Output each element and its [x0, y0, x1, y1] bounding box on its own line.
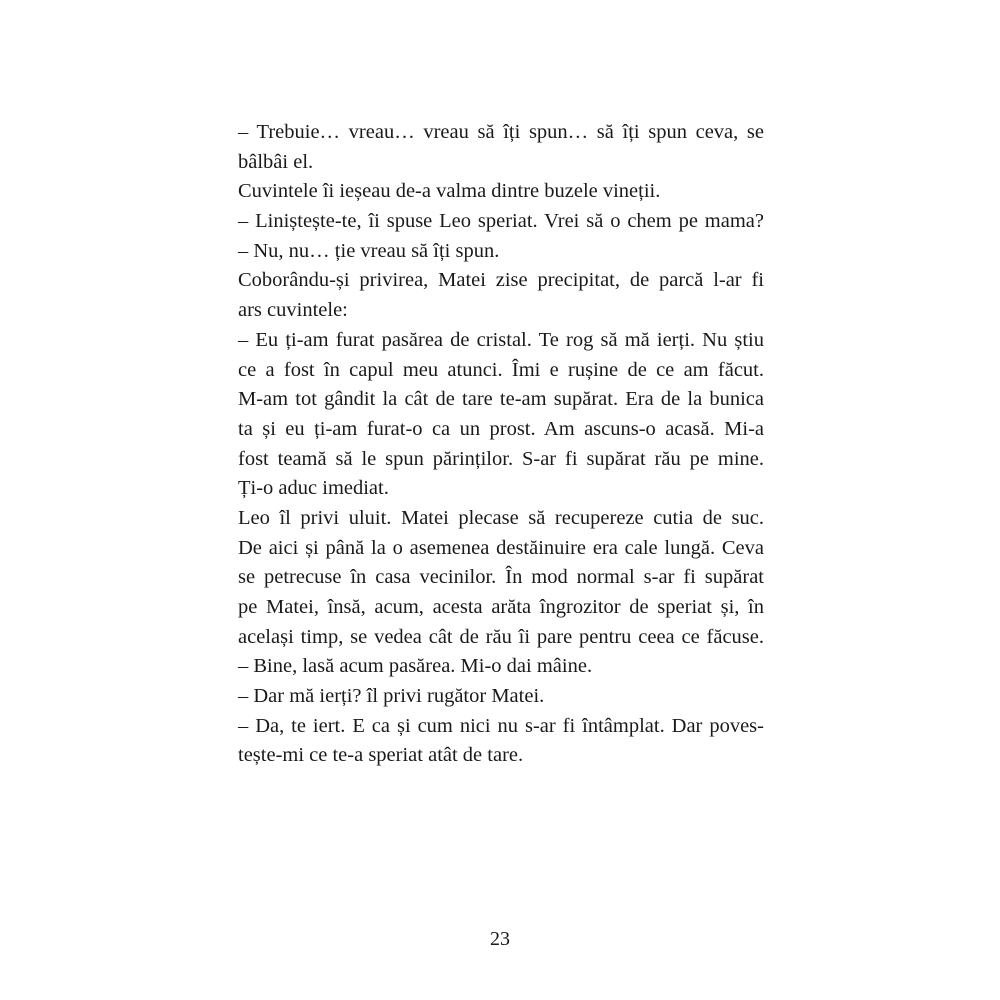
text-line: M-am tot gândit la cât de tare te-am supărat. Era de la bunica	[238, 388, 764, 411]
text-line: Coborându-și privirea, Matei zise precipitat, de parcă l-ar fi	[238, 269, 764, 292]
text-line: – Nu, nu… ție vreau să îți spun.	[238, 239, 500, 262]
text-line: bâlbâi el.	[238, 150, 314, 173]
body-text	[238, 118, 764, 771]
text-line: – Dar mă ierți? îl privi rugător Matei.	[238, 685, 545, 708]
text-line: tește-mi ce te-a speriat atât de tare.	[238, 744, 524, 767]
text-line: se petrecuse în casa vecinilor. În mod normal s-ar fi supărat	[238, 566, 764, 589]
text-line: Cuvintele îi ieșeau de-a valma dintre buzele vineții.	[238, 180, 661, 203]
text-line: De aici și până la o asemenea destăinuire era cale lungă. Ceva	[238, 536, 764, 559]
text-line: ars cuvintele:	[238, 299, 348, 322]
text-line: același timp, se vedea cât de rău îi pare pentru ceea ce făcuse.	[238, 625, 764, 648]
page-number: 23	[490, 928, 510, 950]
text-line: ta și eu ți-am furat-o ca un prost. Am ascuns-o acasă. Mi-a	[238, 417, 764, 440]
text-line: – Da, te iert. E ca și cum nici nu s-ar fi întâmplat. Dar poves-	[238, 714, 764, 737]
text-line: Leo îl privi uluit. Matei plecase să recupereze cutia de suc.	[238, 506, 764, 529]
text-line: – Liniștește-te, îi spuse Leo speriat. Vrei să o chem pe mama?	[238, 210, 764, 233]
text-line: Ți-o aduc imediat.	[238, 477, 389, 500]
text-line: fost teamă să le spun părinților. S-ar fi supărat rău pe mine.	[238, 447, 764, 470]
text-line: – Trebuie… vreau… vreau să îți spun… să îți spun ceva, se	[238, 121, 764, 143]
text-line: pe Matei, însă, acum, acesta arăta îngrozitor de speriat și, în	[238, 596, 764, 618]
text-line: – Eu ți-am furat pasărea de cristal. Te rog să mă ierți. Nu știu	[238, 328, 764, 351]
text-line: ce a fost în capul meu atunci. Îmi e rușine de ce am făcut.	[238, 358, 764, 381]
text-line: – Bine, lasă acum pasărea. Mi-o dai mâine.	[238, 655, 593, 678]
